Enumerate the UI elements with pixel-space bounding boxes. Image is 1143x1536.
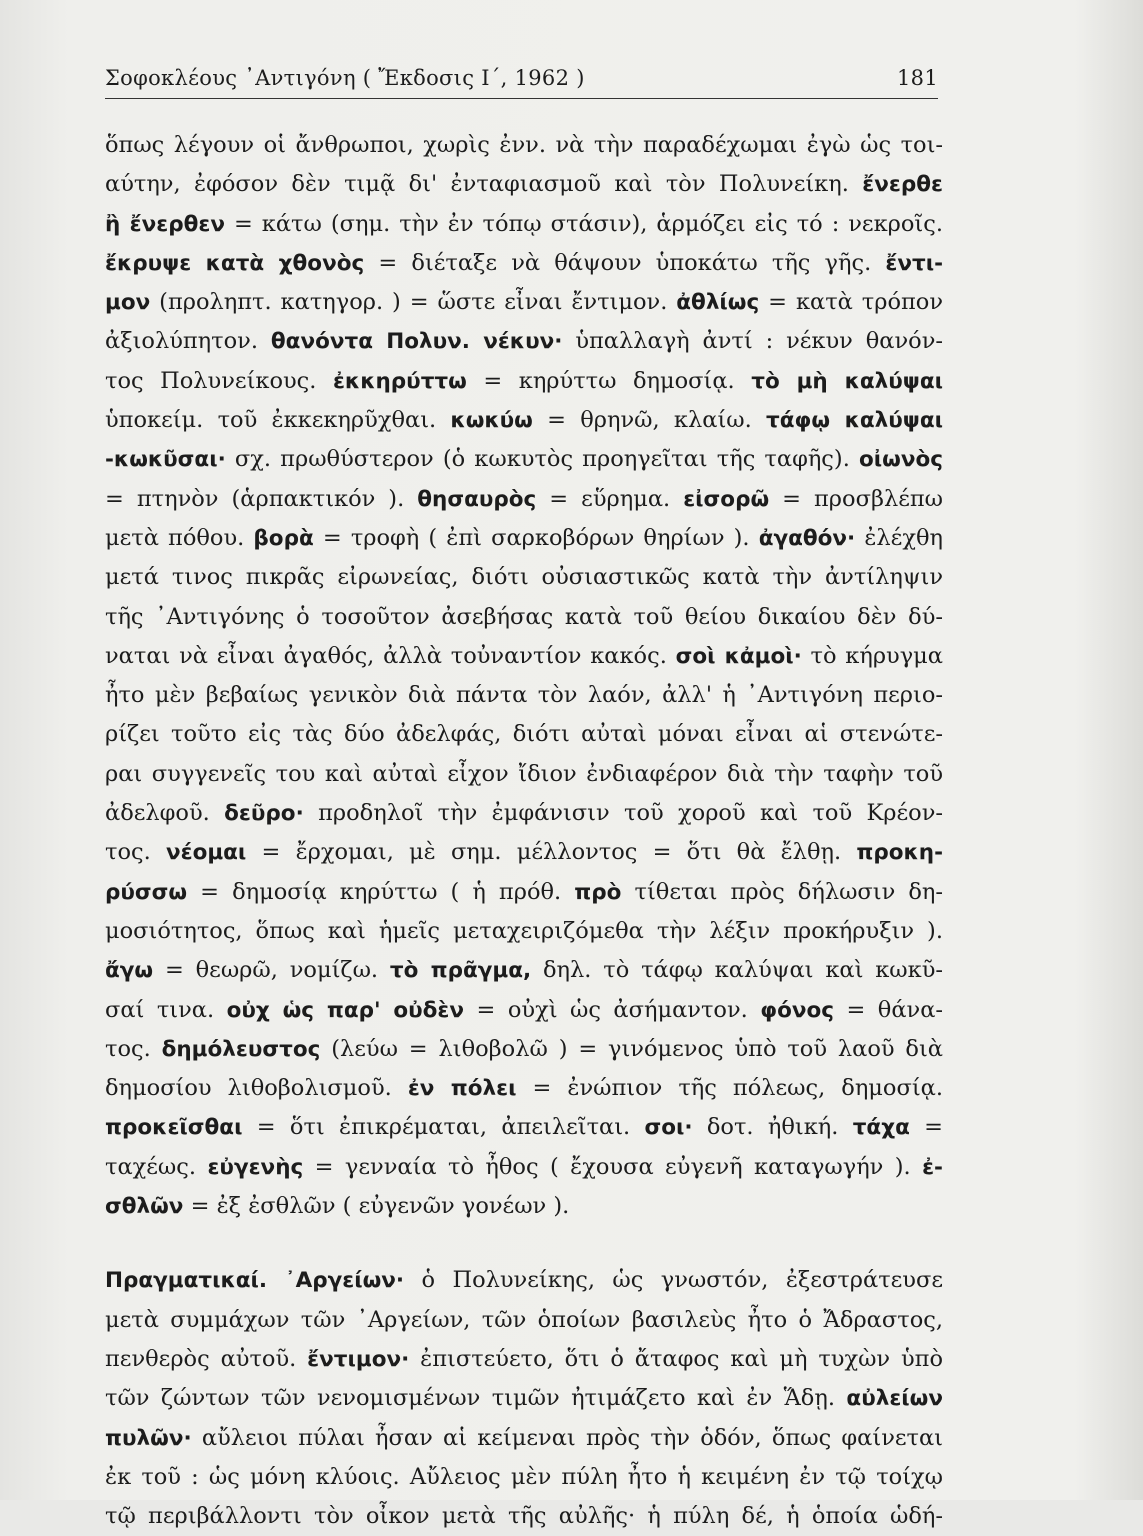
text-line bbox=[105, 951, 943, 990]
gloss-text: = ὅτι ἐπικρέμαται, ἀπειλεῖται. bbox=[242, 1114, 645, 1141]
gloss-text: δοτ. ἠθική. bbox=[692, 1114, 853, 1141]
text-line bbox=[105, 1187, 943, 1226]
gloss-text: μετὰ συμμάχων τῶν ᾿Αργείων, τῶν ὁποίων βασιλεὺς ἦτο ὁ Ἄδραστος, bbox=[105, 1306, 943, 1333]
gloss-text: = τροφὴ ( ἐπὶ σαρκοβόρων θηρίων ). bbox=[313, 524, 759, 551]
gloss-text: = γενναία τὸ ἦθος ( ἔχουσα εὐγενῆ καταγωγήν ). bbox=[303, 1153, 923, 1180]
text-line bbox=[105, 165, 943, 204]
gloss-text: ὑπαλλαγὴ ἀντί : νέκυν θανόν- bbox=[562, 328, 944, 355]
lemma-term: τὸ πρᾶγμα, bbox=[389, 958, 532, 984]
text-line bbox=[105, 598, 943, 637]
gloss-text: μοσιότητος, ὅπως καὶ ἡμεῖς μεταχειριζόμεθα τὴν λέξιν προκήρυξιν ). bbox=[105, 917, 943, 944]
text-line bbox=[105, 440, 943, 479]
gloss-text: τῶν ζώντων τῶν νενομισμένων τιμῶν ἠτιμάζετο καὶ ἐν Ἅδῃ. bbox=[105, 1385, 847, 1412]
gloss-text: = οὐχὶ ὡς ἀσήμαντον. bbox=[464, 996, 761, 1023]
lemma-term: Πραγματικαί. ᾿Αργείων· bbox=[105, 1268, 405, 1294]
lemma-term: σοι· bbox=[644, 1115, 693, 1141]
gloss-text: = θάνα- bbox=[834, 996, 944, 1023]
lemma-term: αὐλείων bbox=[846, 1386, 943, 1412]
lemma-term: ἢ ἔνερθεν bbox=[105, 211, 225, 237]
gloss-text: ἐλέχθη bbox=[855, 524, 944, 551]
gloss-text: σαί τινα. bbox=[105, 996, 227, 1023]
gloss-text: ὅπως λέγουν οἱ ἄνθρωποι, χωρὶς ἐνν. νὰ τὴν παραδέχωμαι ἐγὼ ὡς τοι- bbox=[105, 132, 943, 158]
gloss-text: (προληπτ. κατηγορ. ) = ὥστε εἶναι ἔντιμον. bbox=[150, 289, 677, 316]
lemma-term: κωκύω bbox=[450, 408, 533, 434]
text-line bbox=[105, 1340, 943, 1379]
text-line bbox=[105, 637, 943, 676]
gloss-text: = bbox=[909, 1114, 943, 1141]
lemma-term: -κωκῦσαι· bbox=[105, 447, 226, 473]
lemma-term: ἐ- bbox=[922, 1154, 943, 1180]
gloss-text: = ἐξ ἐσθλῶν ( εὐγενῶν γονέων ). bbox=[183, 1193, 570, 1220]
text-line bbox=[105, 715, 943, 754]
lemma-term: τάχα bbox=[852, 1115, 910, 1141]
gloss-text: προδηλοῖ τὴν ἐμφάνισιν τοῦ χοροῦ καὶ τοῦ Κρέον- bbox=[303, 800, 943, 827]
gloss-text: τος Πολυνείκους. bbox=[105, 367, 333, 394]
lemma-term: ἄγω bbox=[105, 958, 154, 984]
lemma-term: εἰσορῶ bbox=[683, 486, 770, 512]
lemma-term: φόνος bbox=[760, 997, 835, 1023]
text-line bbox=[105, 1069, 943, 1108]
gloss-text: = ἔρχομαι, μὲ σημ. μέλλοντος = ὅτι θὰ ἔλθῃ. bbox=[246, 839, 857, 866]
lemma-term: νέομαι bbox=[165, 840, 247, 866]
lemma-term: ἔνερθε bbox=[862, 172, 943, 198]
lemma-term: οἰωνὸς bbox=[859, 447, 943, 473]
gloss-text: = θρηνῶ, κλαίω. bbox=[532, 407, 767, 434]
lemma-term: σθλῶν bbox=[105, 1194, 184, 1220]
gloss-text: αύτην, ἐφόσον δὲν τιμᾷ δι' ἐνταφιασμοῦ καὶ τὸν Πολυνείκη. bbox=[105, 171, 863, 198]
gloss-text: ἀδελφοῦ. bbox=[105, 800, 225, 827]
gloss-text: = κηρύττω δημοσίᾳ. bbox=[466, 367, 752, 394]
text-line bbox=[105, 519, 943, 558]
gloss-text: μετὰ πόθου. bbox=[105, 524, 254, 551]
commentary-text bbox=[105, 126, 943, 1536]
gloss-text: δημοσίου λιθοβολισμοῦ. bbox=[105, 1075, 408, 1102]
gloss-text: ἀξιολύπητον. bbox=[105, 328, 271, 355]
gloss-text: ὑποκείμ. τοῦ ἐκκεκηρῦχθαι. bbox=[105, 407, 451, 434]
lemma-term: ἔντιμον· bbox=[307, 1346, 410, 1372]
gloss-text: τίθεται πρὸς δήλωσιν δη- bbox=[621, 878, 943, 905]
lemma-term: ἔκρυψε κατὰ χθονὸς bbox=[105, 250, 365, 276]
lemma-term: πυλῶν· bbox=[105, 1425, 192, 1451]
gloss-text: = δημοσίᾳ κηρύττω ( ἡ πρόθ. bbox=[187, 878, 575, 905]
lemma-term: εὐγενὴς bbox=[207, 1154, 304, 1180]
text-line bbox=[105, 755, 943, 794]
gloss-text: ἦτο μὲν βεβαίως γενικὸν διὰ πάντα τὸν λαόν, ἀλλ' ἡ ᾿Αντιγόνη περιο- bbox=[105, 682, 943, 709]
lemma-term: τάφῳ καλύψαι bbox=[766, 408, 944, 434]
lemma-term: θησαυρὸς bbox=[417, 486, 537, 512]
text-line bbox=[105, 912, 943, 951]
gloss-text: τὸ κήρυγμα bbox=[801, 642, 944, 669]
gloss-text: ναται νὰ εἶναι ἀγαθός, ἀλλὰ τοὐναντίον κακός. bbox=[105, 642, 676, 669]
text-line bbox=[105, 873, 943, 912]
lemma-term: τὸ μὴ καλύψαι bbox=[751, 368, 943, 394]
gloss-text: τῷ περιβάλλοντι τὸν οἶκον μετὰ τῆς αὐλῆς· ἡ πύλη δέ, ἡ ὁποία ὡδή- bbox=[105, 1503, 943, 1530]
lemma-term: προκη- bbox=[856, 840, 943, 866]
gloss-text: σχ. πρωθύστερον (ὁ κωκυτὸς προηγεῖται τῆς ταφῆς). bbox=[225, 446, 859, 473]
text-line bbox=[105, 558, 943, 597]
text-line bbox=[105, 1379, 943, 1418]
text-line bbox=[105, 1261, 943, 1300]
lemma-term: ἔντι- bbox=[885, 250, 943, 276]
text-line bbox=[105, 322, 943, 361]
gloss-text: = προσβλέπω bbox=[769, 485, 943, 512]
text-line bbox=[105, 1108, 943, 1147]
gloss-text: μετά τινος πικρᾶς εἰρωνείας, διότι οὐσιαστικῶς κατὰ τὴν ἀντίληψιν bbox=[105, 564, 943, 591]
lemma-term: ρύσσω bbox=[105, 879, 188, 905]
lemma-term: δημόλευστος bbox=[161, 1036, 321, 1062]
text-line bbox=[105, 1030, 943, 1069]
gloss-text: = ἐνώπιον τῆς πόλεως, δημοσίᾳ. bbox=[516, 1075, 943, 1102]
gloss-text: = πτηνὸν (ἁρπακτικόν ). bbox=[105, 485, 418, 512]
running-header bbox=[105, 62, 938, 99]
lemma-term: μον bbox=[105, 290, 151, 316]
text-line bbox=[105, 1148, 943, 1187]
text-line bbox=[105, 1497, 943, 1536]
text-line bbox=[105, 794, 943, 833]
gloss-text: = κατὰ τρόπον bbox=[759, 289, 943, 316]
gloss-text: ὁ Πολυνείκης, ὡς γνωστόν, ἐξεστράτευσε bbox=[404, 1267, 943, 1294]
text-line bbox=[105, 1419, 943, 1458]
gloss-text: τῆς ᾿Αντιγόνης ὁ τοσοῦτον ἀσεβήσας κατὰ τοῦ θείου δικαίου δὲν δύ- bbox=[105, 603, 943, 630]
lemma-term: ἐκκηρύττω bbox=[332, 368, 467, 394]
lemma-term: σοὶ κἀμοὶ· bbox=[675, 643, 802, 669]
lemma-term: ἐν πόλει bbox=[407, 1076, 517, 1102]
text-line bbox=[105, 480, 943, 519]
gloss-text: ἐκ τοῦ : ὡς μόνη κλύοις. Αὔλειος μὲν πύλη ἦτο ἡ κειμένη ἐν τῷ τοίχῳ bbox=[105, 1463, 943, 1490]
text-line bbox=[105, 1458, 943, 1497]
gloss-text: τος. bbox=[105, 1035, 162, 1062]
gloss-text: ἐπιστεύετο, ὅτι ὁ ἄταφος καὶ μὴ τυχὼν ὑπὸ bbox=[409, 1345, 944, 1372]
lemma-term: θανόντα Πολυν. νέκυν· bbox=[270, 329, 563, 355]
text-line bbox=[105, 676, 943, 715]
gloss-text: ραι συγγενεῖς του καὶ αὐταὶ εἶχον ἴδιον ἐνδιαφέρον διὰ τὴν ταφὴν τοῦ bbox=[105, 760, 943, 787]
gloss-text: πενθερὸς αὐτοῦ. bbox=[105, 1345, 308, 1372]
gloss-text: τος. bbox=[105, 839, 166, 866]
lemma-term: πρὸ bbox=[574, 879, 622, 905]
lemma-term: βορὰ bbox=[253, 525, 314, 551]
gloss-text: = εὕρημα. bbox=[536, 485, 684, 512]
text-line bbox=[105, 205, 943, 244]
header-title: Σοφοκλέους ᾿Αντιγόνη ( Ἔκδοσις Ι΄, 1962 ) bbox=[105, 66, 585, 90]
text-line bbox=[105, 362, 943, 401]
text-line bbox=[105, 283, 943, 322]
lemma-term: οὐχ ὡς παρ' οὐδὲν bbox=[226, 997, 465, 1023]
lemma-term: προκεῖσθαι bbox=[105, 1115, 243, 1141]
gloss-text: αὔλειοι πύλαι ἦσαν αἱ κείμεναι πρὸς τὴν ὁδόν, ὅπως φαίνεται bbox=[191, 1424, 943, 1451]
gloss-text: (λεύω = λιθοβολῶ ) = γινόμενος ὑπὸ τοῦ λαοῦ διὰ bbox=[320, 1035, 943, 1062]
lemma-term: δεῦρο· bbox=[224, 801, 304, 827]
page-number: 181 bbox=[897, 66, 938, 90]
text-line bbox=[105, 126, 943, 165]
gloss-text: δηλ. τὸ τάφῳ καλύψαι καὶ κωκῦ- bbox=[531, 957, 943, 984]
gloss-text: = θεωρῶ, νομίζω. bbox=[153, 957, 390, 984]
gloss-text: ταχέως. bbox=[105, 1153, 208, 1180]
text-line bbox=[105, 401, 943, 440]
lemma-term: ἀθλίως bbox=[676, 290, 760, 316]
gloss-text: ρίζει τοῦτο εἰς τὰς δύο ἀδελφάς, διότι αὐταὶ μόναι εἶναι αἱ στενώτε- bbox=[105, 721, 943, 748]
gloss-text: = διέταξε νὰ θάψουν ὑποκάτω τῆς γῆς. bbox=[364, 249, 886, 276]
lemma-term: ἀγαθόν· bbox=[758, 525, 856, 551]
text-line bbox=[105, 244, 943, 283]
text-line bbox=[105, 1301, 943, 1340]
gloss-text: = κάτω (σημ. τὴν ἐν τόπῳ στάσιν), ἁρμόζει εἰς τό : νεκροῖς. bbox=[224, 210, 943, 237]
text-line bbox=[105, 991, 943, 1030]
text-line bbox=[105, 833, 943, 872]
